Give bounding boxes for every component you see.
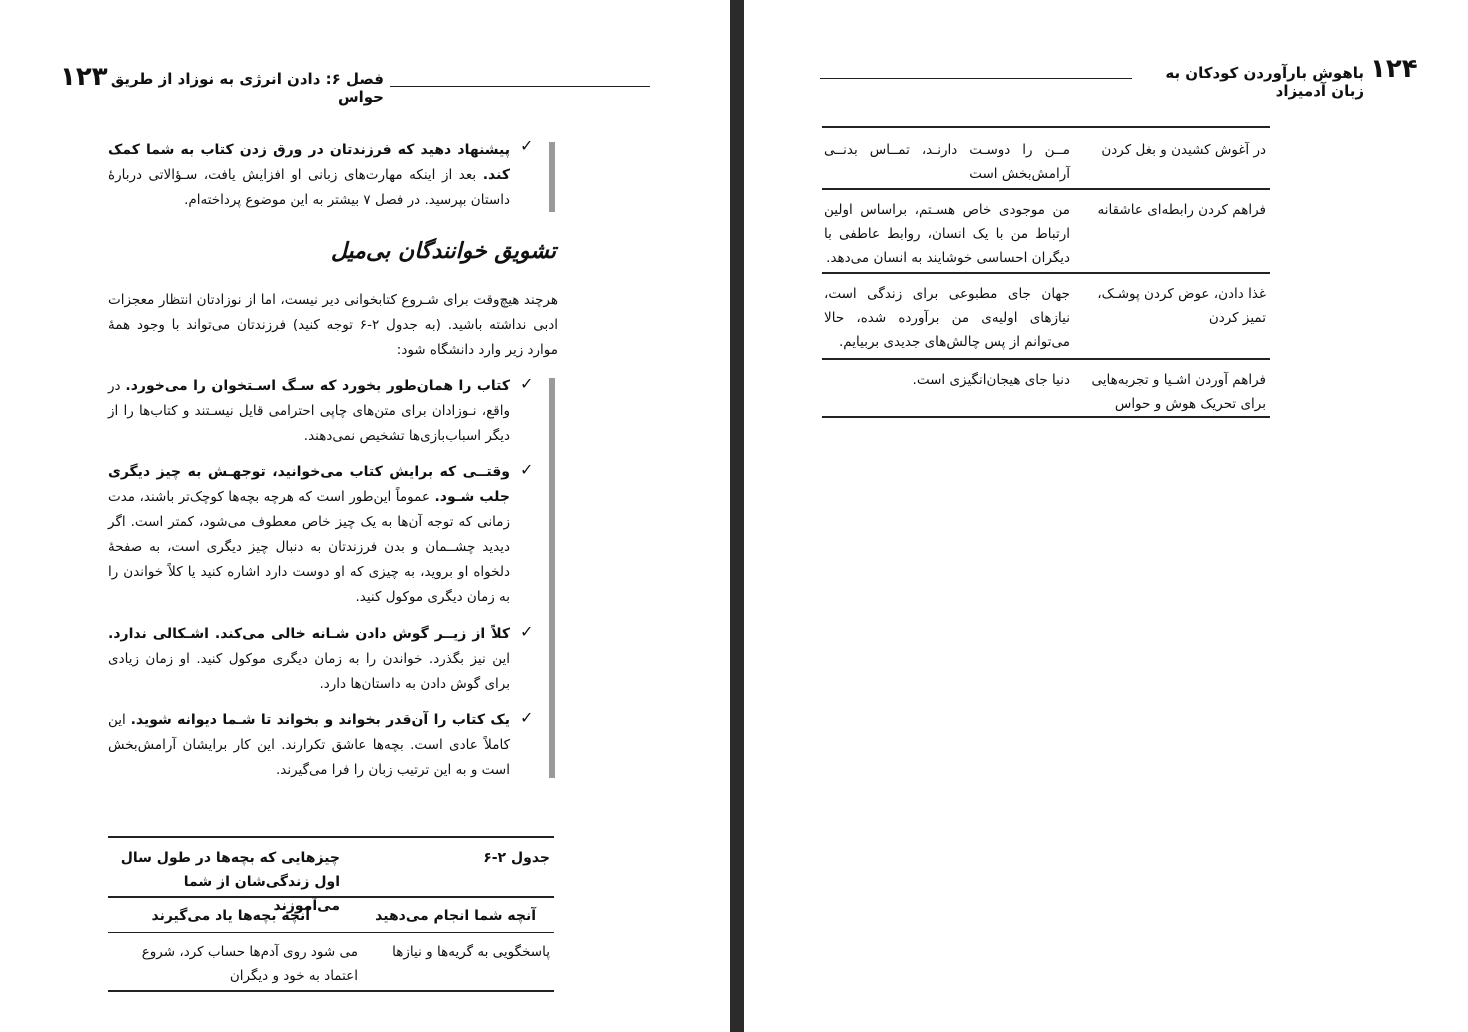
tip-lead: پیشنهاد دهید که فرزندتان در ورق زدن کتاب به شما کمک کند.	[108, 142, 510, 183]
bullet-item	[108, 622, 510, 697]
page-number: ۱۲۳	[60, 62, 108, 92]
intro-paragraph: هرچند هیچ‌وقت برای شـروع کتابخوانی دیر نیست، اما از نوزادتان انتظار معجزات ادبی نداشته باشید. (به جدول ۲-۶ توجه کنید) فرزندتان می‌تواند با وجود همهٔ موارد زیر وارد دانشگاه شود:	[108, 292, 558, 358]
check-mark-icon: ✓	[520, 708, 534, 727]
tip-paragraph	[108, 138, 510, 213]
bullet-body: این کاملاً عادی است. بچه‌ها عاشق تکرارند. این کار برایشان آرامش‌بخش است و به این ترتیب زبان را فرا می‌گیرند.	[108, 712, 510, 778]
table-caption-rule	[108, 896, 554, 898]
header-rule	[820, 78, 1132, 79]
table-bottom-rule	[108, 990, 554, 992]
bullet-lead: وقتــی که برایش کتاب می‌خوانید، توجهـش به چیز دیگری جلب شـود.	[108, 464, 510, 505]
page-number: ۱۲۴	[1370, 54, 1418, 84]
table-top-rule	[822, 126, 1270, 128]
table-cell-learn: مــن را دوسـت دارنـد، تمــاس بدنــی آرامش‌بخش است	[824, 142, 1070, 182]
table-bottom-rule	[822, 416, 1270, 418]
table-cell-do: پاسخگویی به گریه‌ها و نیازها	[392, 944, 550, 960]
table-row-rule	[822, 272, 1270, 274]
table-cell-learn: جهان جای مطبوعی برای زندگی است، نیازهای اولیه‌ی من برآورده شده، حالا می‌توانم از پس چالش‌های جدیدی بربیایم.	[824, 286, 1070, 350]
table-cell-learn: می شود روی آدم‌ها حساب کرد، شروع اعتماد به خود و دیگران	[141, 944, 358, 984]
table-cell-do: فراهم کردن رابطه‌ای عاشقانه	[1097, 202, 1266, 218]
table-label: جدول ۲-۶	[483, 850, 550, 866]
bullet-body: عموماً این‌طور است که هرچه بچه‌ها کوچک‌تر باشند، مدت زمانی که توجه آن‌ها به یک چیز خاص معطوف می‌شود، کمتر است. اگر دیدید چشــمان و بدن فرزندتان به دنبال چیز دیگری است، به صفحهٔ دلخواه او بروید، به چیزی که او دوست دارد اشاره کنید یا کلاً خواندن را به زمان دیگری موکول کنید.	[108, 489, 510, 605]
bullet-bar	[549, 378, 555, 778]
tip-body: بعد از اینکه مهارت‌های زبانی او افزایش یافت، سـؤالاتی دربارهٔ داستان بپرسید. در فصل ۷ بیشتر به این موضوع پرداخته‌ام.	[108, 167, 510, 208]
bullet-item	[108, 374, 510, 449]
table-cell-do: در آغوش کشیدن و بغل کردن	[1101, 142, 1266, 158]
check-mark-icon: ✓	[520, 460, 534, 479]
bullet-lead: کتاب را همان‌طور بخورد که سـگ اسـتخوان را می‌خورد.	[125, 378, 511, 394]
left-page	[0, 0, 730, 1032]
table-header-rule	[108, 932, 554, 933]
book-title: باهوش بارآوردن کودکان به زبان آدمیزاد	[1165, 64, 1364, 100]
table-cell-learn: من موجودی خاص هسـتم، براساس اولین ارتباط من با یک انسان، روابط عاطفی با دیگران احساسی خوشایند به انسان می‌دهد.	[824, 202, 1070, 266]
table-row-rule	[822, 358, 1270, 360]
book-gutter	[730, 0, 744, 1032]
check-mark-icon: ✓	[520, 622, 534, 641]
chapter-title: فصل ۶: دادن انرژی به نوزاد از طریق حواس	[110, 70, 384, 106]
table-cell-learn: دنیا جای هیجان‌انگیزی است.	[912, 372, 1070, 388]
table-cell-do: فراهم آوردن اشـیا و تجربه‌هایی برای تحریک هوش و حواس	[1091, 372, 1266, 412]
table-top-rule	[108, 836, 554, 838]
table-row-rule	[822, 188, 1270, 190]
header-rule	[390, 86, 650, 87]
bullet-lead: کلاً از زیــر گوش دادن شـانه خالی می‌کند. اشـکالی ندارد.	[108, 626, 510, 642]
right-page	[744, 0, 1468, 1032]
check-mark-icon: ✓	[520, 136, 534, 155]
tip-bar	[549, 142, 555, 212]
section-title: تشویق خوانندگان بی‌میل	[330, 238, 556, 264]
column-header-do: آنچه شما انجام می‌دهید	[375, 908, 536, 924]
check-mark-icon: ✓	[520, 374, 534, 393]
table-cell-do: غذا دادن، عوض کردن پوشـک، تمیز کردن	[1097, 286, 1266, 326]
bullet-body: این نیز بگذرد. خواندن را به زمان دیگری موکول کنید. او زمان زیادی برای گوش دادن به داستان‌ها دارد.	[108, 651, 510, 692]
column-header-learn: آنچه بچه‌ها یاد می‌گیرند	[151, 908, 310, 924]
bullet-lead: یک کتاب را آن‌قدر بخواند و بخواند تا شـما دیوانه شوید.	[130, 712, 511, 728]
table-caption: چیزهایی که بچه‌ها در طول سال اول زندگی‌شان از شما می‌آموزند	[120, 850, 340, 914]
bullet-item	[108, 460, 510, 610]
bullet-body: در واقع، نـوزادان برای متن‌های چاپی احترامی قایل نیسـتند و کتاب‌ها را از دیگر اسباب‌بازی‌ها تشخیص نمی‌دهند.	[108, 378, 510, 444]
bullet-item	[108, 708, 510, 783]
